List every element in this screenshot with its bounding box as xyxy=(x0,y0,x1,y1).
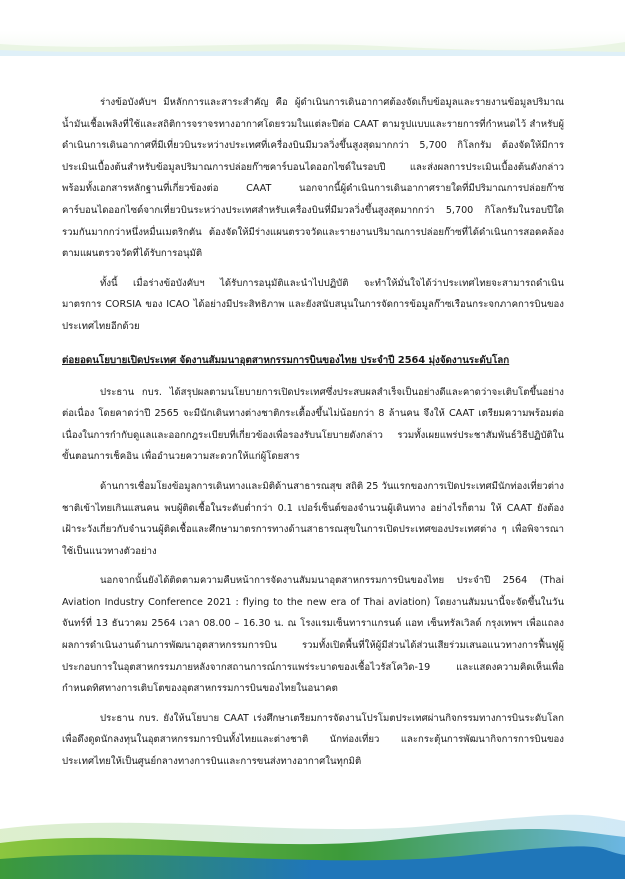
paragraph-opening-policy: ประธาน กบร. ได้สรุปผลตามนโยบายการเปิดประเทศซึ่งประสบผลสำเร็จเป็นอย่างดีและคาดว่าจะเติบโตขึ้นอย่างต่อเนื่อง โดยคาดว่าปี 2565 จะมีนักเดินทางต่างชาติกระเตื้องขึ้นไม่น้อยกว่า 8 ล้านคน จึงให้ CAAT เตรียมความพร้อมต่อเนื่องในการกำกับดูแลและออกกฎระเบียบที่เกี่ยวข้องเพื่อรองรับนโยบายดังกล่าว รวมทั้งเผยแพร่ประชาสัมพันธ์วิธีปฏิบัติในขั้นตอนการเช็คอิน เพื่ออำนวยความสะดวกให้แก่ผู้โดยสาร xyxy=(62,386,564,463)
document-body xyxy=(62,92,564,781)
paragraph-conference: นอกจากนั้นยังได้ติดตามความคืบหน้าการจัดงานสัมมนาอุตสาหกรรมการบินของไทย ประจำปี 2564 (Thai Aviation Industry Conference 2021 : flying to the new era of Thai aviation) โดยงานสัมมนานี้จะจัดขึ้นในวันจันทร์ที่ 13 ธันวาคม 2564 เวลา 08.00 – 16.30 น. ณ โรงแรมเซ็นทาราแกรนด์ แอท เซ็นทรัลเวิลด์ กรุงเทพฯ เพื่อแถลงผลการดำเนินงานด้านการพัฒนาอุตสาหกรรมการบิน รวมทั้งเปิดพื้นที่ให้ผู้มีส่วนได้ส่วนเสียร่วมเสนอแนวทางการฟื้นฟูผู้ประกอบการในอุตสาหกรรมภายหลังจากสถานการณ์การแพร่ระบาดของเชื้อไวรัสโควิด-19 และแสดงความคิดเห็นเพื่อกำหนดทิศทางการเติบโตของอุตสาหกรรมการบินของไทยในอนาคต xyxy=(62,575,564,695)
paragraph-corsia-benefit: ทั้งนี้ เมื่อร่างข้อบังคับฯ ได้รับการอนุมัติและนำไปปฏิบัติ จะทำให้มั่นใจได้ว่าประเทศไทยจะสามารถดำเนินมาตรการ CORSIA ของ ICAO ได้อย่างมีประสิทธิภาพ และยังสนับสนุนในการจัดการข้อมูลก๊าซเรือนกระจกภาคการบินของประเทศไทยอีกด้วย xyxy=(62,277,564,332)
footer-decoration xyxy=(0,799,625,879)
footer-wave-graphic xyxy=(0,799,625,879)
paragraph-public-health: ด้านการเชื่อมโยงข้อมูลการเดินทางและมิติด้านสาธารณสุข สถิติ 25 วันแรกของการเปิดประเทศมีนักท่องเที่ยวต่างชาติเข้าไทยเกินแสนคน พบผู้ติดเชื้อในระดับต่ำกว่า 0.1 เปอร์เซ็นต์ของจำนวนผู้เดินทาง อย่างไรก็ตาม ให้ CAAT ยังต้องเฝ้าระวังเกี่ยวกับจำนวนผู้ติดเชื้อและศึกษามาตรการทางด้านสาธารณสุขในการเปิดประเทศของประเทศต่าง ๆ เพื่อพิจารณาใช้เป็นแนวทางตัวอย่าง xyxy=(62,480,564,557)
header-decoration xyxy=(0,0,625,56)
header-wave-graphic xyxy=(0,0,625,56)
paragraph-global-event: ประธาน กบร. ยังให้นโยบาย CAAT เร่งศึกษาเตรียมการจัดงานโปรโมตประเทศผ่านกิจกรรมทางการบินระดับโลก เพื่อดึงดูดนักลงทุนในอุตสาหกรรมการบินทั้งไทยและต่างชาติ นักท่องเที่ยว และกระตุ้นการพัฒนากิจการการบินของประเทศไทยให้เป็นศูนย์กลางทางการบินและการขนส่งทางอากาศในทุกมิติ xyxy=(62,712,564,768)
paragraph-regulation-summary: ร่างข้อบังคับฯ มีหลักการและสาระสำคัญ คือ ผู้ดำเนินการเดินอากาศต้องจัดเก็บข้อมูลและรายงานข้อมูลปริมาณน้ำมันเชื้อเพลิงที่ใช้และสถิติการจราจรทางอากาศโดยรวมในแต่ละปีต่อ CAAT ตามรูปแบบและรายการที่กำหนดไว้ สำหรับผู้ดำเนินการเดินอากาศที่มีเที่ยวบินระหว่างประเทศที่เครื่องบินมีมวลวิ่งขึ้นสูงสุดมากกว่า 5,700 กิโลกรัม ต้องจัดให้มีการประเมินเบื้องต้นสำหรับข้อมูลปริมาณการปล่อยก๊าซคาร์บอนไดออกไซด์ในรอบปี และส่งผลการประเมินเบื้องต้นดังกล่าวพร้อมทั้งเอกสารหลักฐานที่เกี่ยวข้องต่อ CAAT นอกจากนี้ผู้ดำเนินการเดินอากาศรายใดที่มีปริมาณการปล่อยก๊าซคาร์บอนไดออกไซด์จากเที่ยวบินระหว่างประเทศสำหรับเครื่องบินที่มีมวลวิ่งขึ้นสูงสุดมากกว่า 5,700 กิโลกรัมในรอบปีใด รวมกันมากกว่าหนึ่งหมื่นเมตริกตัน ต้องจัดให้มีร่างแผนตรวจวัดและรายงานปริมาณการปล่อยก๊าซที่ได้ดำเนินการสอดคล้องตามแผนตรวจวัดที่ได้รับการอนุมัติ xyxy=(62,97,564,260)
section-heading: ต่อยอดนโยบายเปิดประเทศ จัดงานสัมมนาอุตสาหกรรมการบินของไทย ประจำปี 2564 มุ่งจัดงานระดับโลก xyxy=(62,354,510,366)
